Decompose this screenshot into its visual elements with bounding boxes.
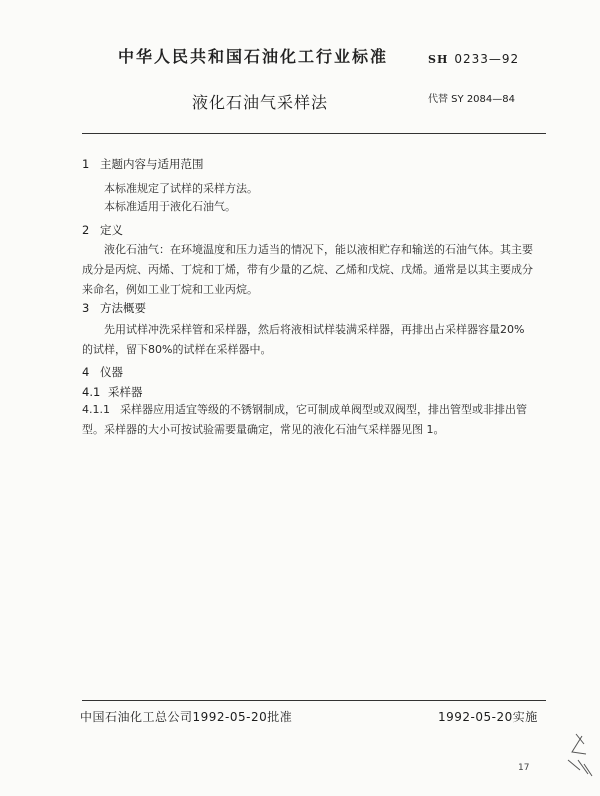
clause-4-1-1: [82, 400, 534, 440]
standard-code: [428, 52, 519, 66]
section-number: 2: [82, 223, 90, 237]
section-title: 仪器: [100, 365, 123, 379]
footer-divider: [82, 700, 546, 701]
document-title: 液化石油气采样法: [192, 93, 329, 112]
section-1-paragraph-2: 本标准适用于液化石油气。: [104, 200, 236, 213]
section-number: 4: [82, 365, 90, 379]
section-number: 3: [82, 301, 90, 315]
handwritten-mark: [562, 730, 598, 780]
subsection-number: 4.1: [82, 385, 101, 399]
section-3-paragraph: 先用试样冲洗采样管和采样器，然后将液相试样装满采样器，再排出占采样器容量20%的试样，留下80%的试样在采样器中。: [82, 323, 525, 356]
section-3-heading: [82, 300, 146, 316]
clause-number: 4.1.1: [82, 403, 110, 416]
section-title: 定义: [100, 223, 123, 237]
subsection-title: 采样器: [108, 385, 143, 399]
section-1-paragraph-1: 本标准规定了试样的采样方法。: [104, 182, 258, 195]
approval-issuer: 中国石油化工总公司1992-05-20批准: [80, 710, 293, 724]
standard-code-prefix: SH: [428, 53, 449, 66]
page-number: 17: [518, 763, 530, 773]
effective-date: 1992-05-20实施: [438, 710, 538, 724]
header-divider: [82, 133, 546, 134]
standard-code-number: 0233—92: [454, 52, 520, 66]
subsection-4-1-heading: [82, 384, 143, 400]
section-title: 主题内容与适用范围: [100, 157, 204, 171]
replaces-standard: 代替 SY 2084—84: [428, 94, 515, 105]
section-title: 方法概要: [100, 301, 146, 315]
clause-text: 采样器应用适宜等级的不锈钢制成，它可制成单阀型或双阀型，排出管型或非排出管型。采样器的大小可按试验需要量确定，常见的液化石油气采样器见图 1。: [82, 403, 527, 436]
section-4-heading: [82, 364, 123, 380]
standard-title: 中华人民共和国石油化工行业标准: [118, 47, 389, 66]
section-number: 1: [82, 157, 90, 171]
section-2-heading: [82, 222, 123, 238]
section-2-paragraph: 液化石油气：在环境温度和压力适当的情况下，能以液相贮存和输送的石油气体。其主要成分是丙烷、丙烯、丁烷和丁烯，带有少量的乙烷、乙烯和戊烷、戊烯。通常是以其主要成分来命名，例如工业丁烷和工业丙烷。: [82, 243, 533, 296]
section-1-heading: [82, 156, 204, 172]
